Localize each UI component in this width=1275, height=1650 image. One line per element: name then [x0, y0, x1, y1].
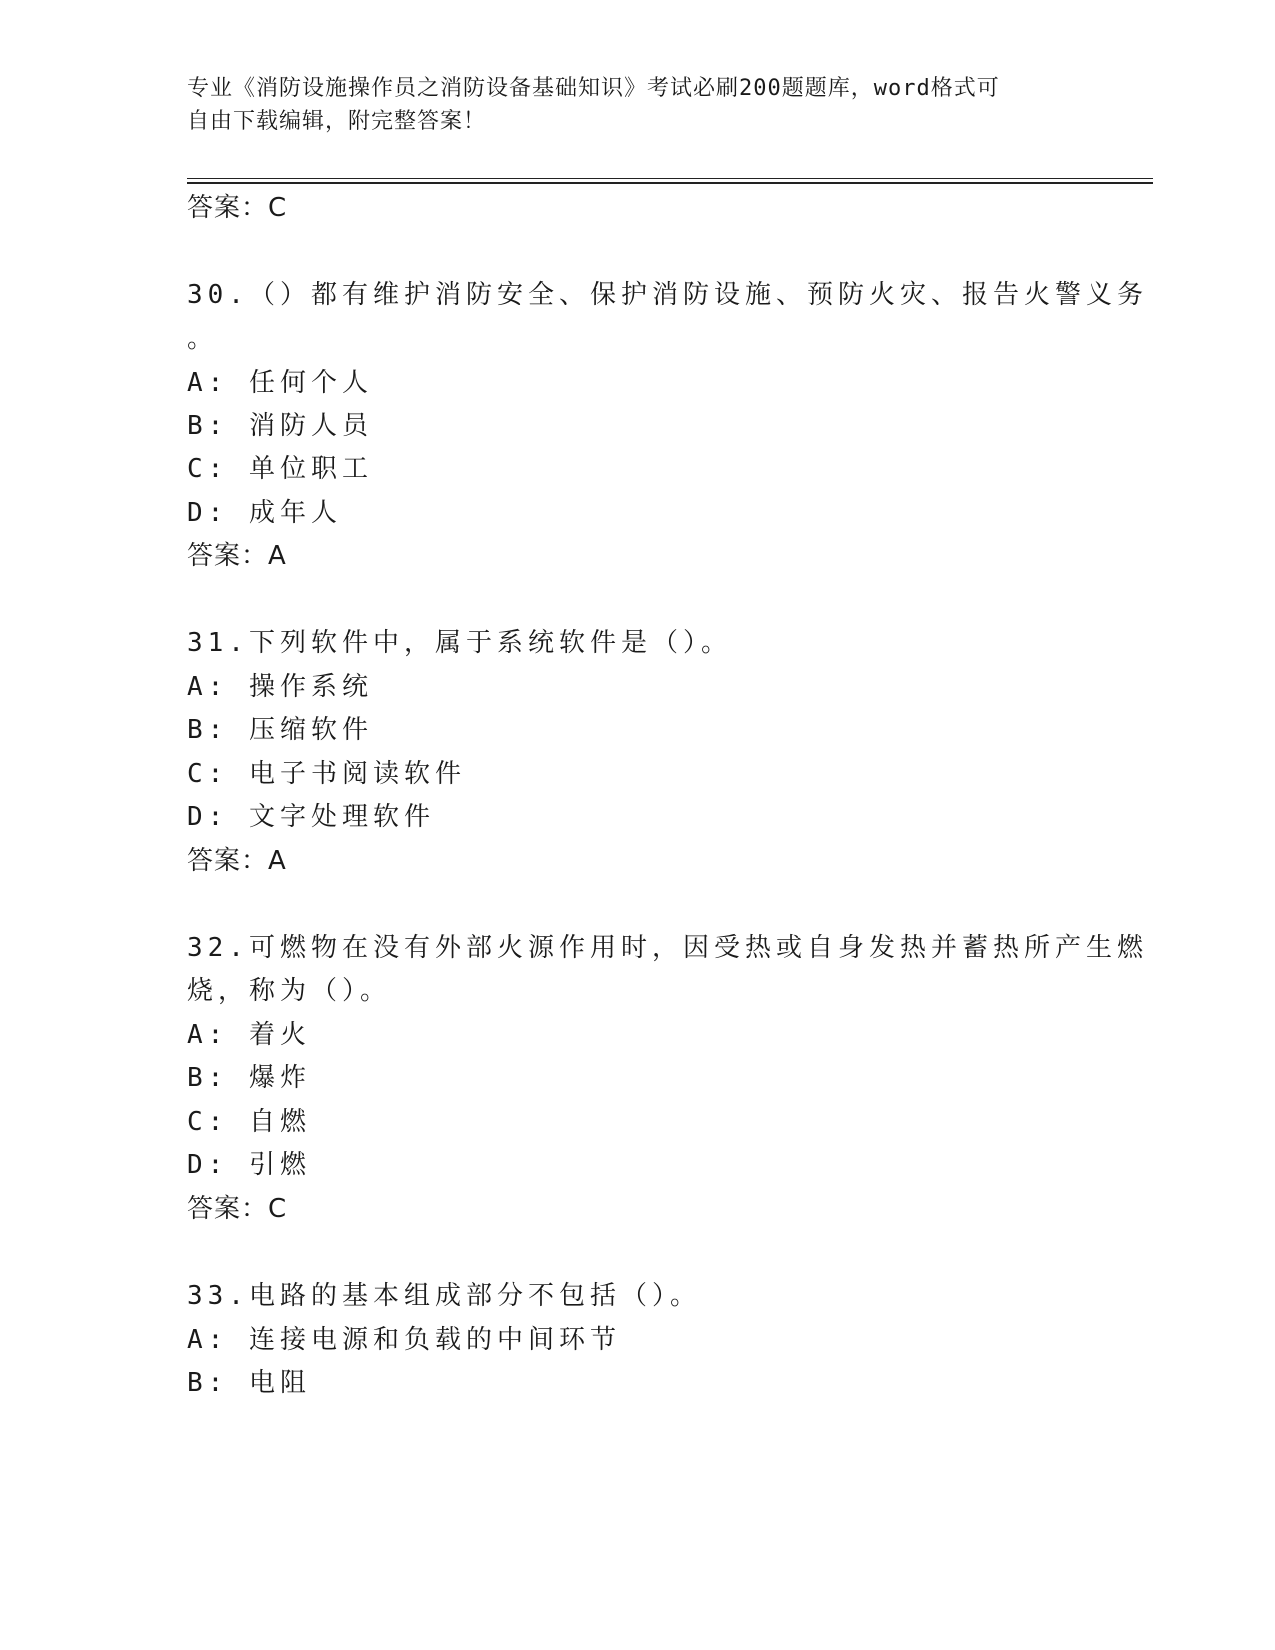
option-a: A: 着火 [187, 1020, 311, 1050]
option-a: A: 操作系统 [187, 672, 373, 702]
option-d: D: 引燃 [187, 1150, 311, 1180]
question-stem: 33.电路的基本组成部分不包括（）。 [187, 1281, 701, 1311]
header-divider-thick [187, 182, 1153, 184]
document-header [187, 72, 1067, 138]
option-c: C: 单位职工 [187, 454, 373, 484]
question-stem: 31.下列软件中，属于系统软件是（）。 [187, 628, 732, 658]
option-b: B: 压缩软件 [187, 715, 373, 745]
option-c: C: 自燃 [187, 1107, 311, 1137]
answer-line: 答案：A [187, 846, 287, 876]
header-divider-thin [187, 178, 1153, 179]
option-b: B: 爆炸 [187, 1063, 311, 1093]
option-b: B: 电阻 [187, 1368, 311, 1398]
question-stem-cont: 烧，称为（）。 [187, 976, 392, 1006]
option-c: C: 电子书阅读软件 [187, 759, 466, 789]
header-line-2: 自由下载编辑，附完整答案！ [187, 109, 487, 134]
option-a: A: 连接电源和负载的中间环节 [187, 1325, 621, 1355]
answer-line: 答案：C [187, 193, 288, 223]
question-stem: 32.可燃物在没有外部火源作用时，因受热或自身发热并蓄热所产生燃 [187, 933, 1148, 963]
option-d: D: 成年人 [187, 498, 342, 528]
option-d: D: 文字处理软件 [187, 802, 435, 832]
question-stem-cont: 。 [187, 324, 219, 354]
option-a: A: 任何个人 [187, 368, 373, 398]
question-stem: 30.（）都有维护消防安全、保护消防设施、预防火灾、报告火警义务 [187, 280, 1148, 310]
option-b: B: 消防人员 [187, 411, 373, 441]
answer-line: 答案：C [187, 1194, 288, 1224]
header-line-1: 专业《消防设施操作员之消防设备基础知识》考试必刷200题题库，word格式可 [187, 76, 1000, 101]
answer-line: 答案：A [187, 541, 287, 571]
